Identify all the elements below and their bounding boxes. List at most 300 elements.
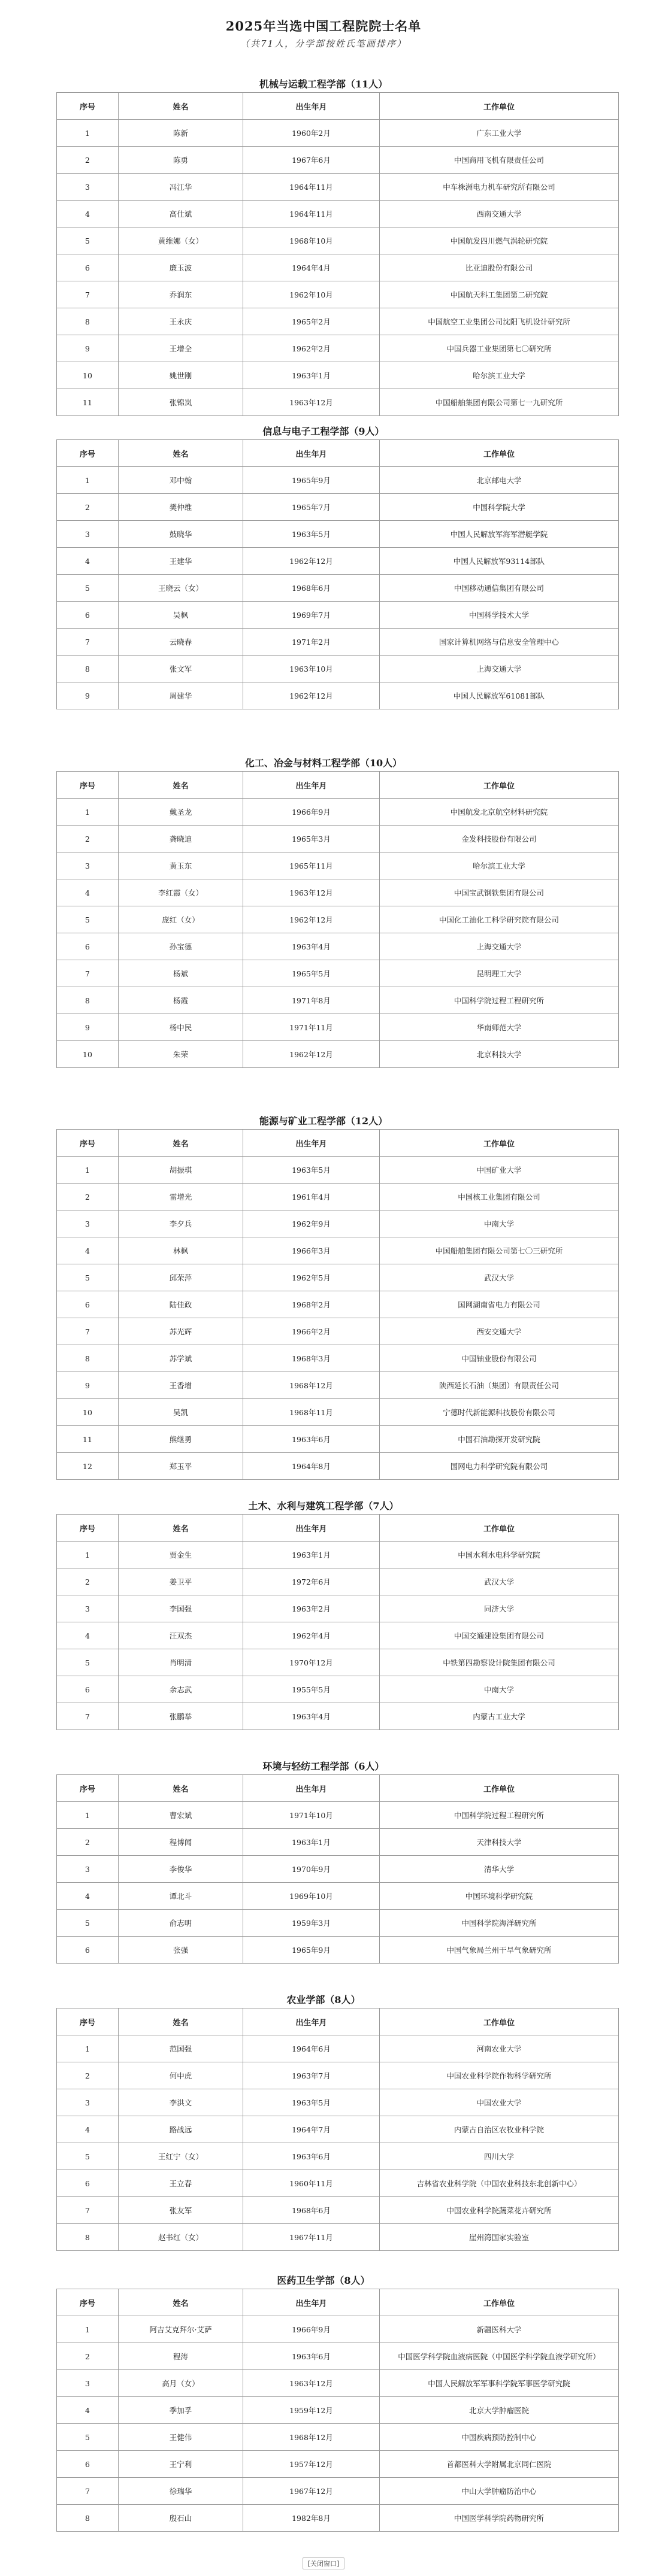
cell-index: 1 bbox=[57, 1157, 119, 1184]
column-header-name: 姓名 bbox=[119, 440, 243, 467]
cell-birth: 1969年10月 bbox=[243, 1883, 380, 1910]
cell-index: 8 bbox=[57, 308, 119, 335]
cell-index: 6 bbox=[57, 1937, 119, 1964]
cell-name: 郑玉平 bbox=[119, 1453, 243, 1480]
section-title: 能源与矿业工程学部（12人） bbox=[259, 1115, 388, 1127]
cell-name: 李红霞（女） bbox=[119, 879, 243, 906]
cell-organization: 北京科技大学 bbox=[380, 1041, 619, 1068]
cell-name: 陈新 bbox=[119, 120, 243, 147]
table-row bbox=[57, 2370, 619, 2397]
cell-birth: 1963年12月 bbox=[243, 389, 380, 416]
cell-birth: 1963年1月 bbox=[243, 362, 380, 389]
cell-index: 9 bbox=[57, 682, 119, 709]
cell-birth: 1963年4月 bbox=[243, 1703, 380, 1730]
cell-organization: 国网电力科学研究院有限公司 bbox=[380, 1453, 619, 1480]
cell-index: 3 bbox=[57, 1856, 119, 1883]
cell-birth: 1965年5月 bbox=[243, 960, 380, 987]
cell-index: 6 bbox=[57, 254, 119, 281]
cell-name: 鼓晓华 bbox=[119, 521, 243, 548]
cell-index: 4 bbox=[57, 1883, 119, 1910]
table-row bbox=[57, 2116, 619, 2143]
table-row bbox=[57, 602, 619, 629]
cell-organization: 中国铀业股份有限公司 bbox=[380, 1345, 619, 1372]
table-row bbox=[57, 1542, 619, 1568]
column-header-name: 姓名 bbox=[119, 1775, 243, 1802]
column-header-index: 序号 bbox=[57, 2289, 119, 2316]
cell-birth: 1963年6月 bbox=[243, 1426, 380, 1453]
roster-table bbox=[56, 2008, 619, 2251]
cell-birth: 1967年11月 bbox=[243, 2224, 380, 2251]
cell-name: 李国强 bbox=[119, 1595, 243, 1622]
roster-table bbox=[56, 771, 619, 1068]
table-row bbox=[57, 1676, 619, 1703]
cell-index: 7 bbox=[57, 1318, 119, 1345]
table-row bbox=[57, 201, 619, 227]
cell-name: 王宁利 bbox=[119, 2451, 243, 2478]
column-header-birth: 出生年月 bbox=[243, 1515, 380, 1542]
table-row bbox=[57, 852, 619, 879]
cell-name: 张锦岚 bbox=[119, 389, 243, 416]
column-header-name: 姓名 bbox=[119, 1515, 243, 1542]
cell-organization: 比亚迪股份有限公司 bbox=[380, 254, 619, 281]
table-row bbox=[57, 1014, 619, 1041]
cell-index: 10 bbox=[57, 1041, 119, 1068]
cell-index: 8 bbox=[57, 2224, 119, 2251]
cell-index: 2 bbox=[57, 826, 119, 852]
section-title: 化工、冶金与材料工程学部（10人） bbox=[244, 757, 403, 769]
cell-index: 6 bbox=[57, 2451, 119, 2478]
cell-index: 1 bbox=[57, 799, 119, 826]
cell-organization: 中国水利水电科学研究院 bbox=[380, 1542, 619, 1568]
cell-organization: 崖州湾国家实验室 bbox=[380, 2224, 619, 2251]
cell-birth: 1966年9月 bbox=[243, 799, 380, 826]
cell-organization: 金发科技股份有限公司 bbox=[380, 826, 619, 852]
cell-index: 3 bbox=[57, 174, 119, 201]
cell-index: 2 bbox=[57, 1829, 119, 1856]
cell-name: 季加孚 bbox=[119, 2397, 243, 2424]
column-header-index: 序号 bbox=[57, 440, 119, 467]
column-header-name: 姓名 bbox=[119, 93, 243, 120]
cell-organization: 中车株洲电力机车研究所有限公司 bbox=[380, 174, 619, 201]
cell-birth: 1968年10月 bbox=[243, 227, 380, 254]
cell-index: 4 bbox=[57, 879, 119, 906]
cell-birth: 1970年9月 bbox=[243, 1856, 380, 1883]
cell-organization: 华南师范大学 bbox=[380, 1014, 619, 1041]
table-row bbox=[57, 2062, 619, 2089]
cell-organization: 天津科技大学 bbox=[380, 1829, 619, 1856]
document-subtitle: （共71人，分学部按姓氏笔画排序） bbox=[240, 38, 407, 49]
cell-name: 张文军 bbox=[119, 656, 243, 682]
cell-name: 龚晓迪 bbox=[119, 826, 243, 852]
cell-index: 3 bbox=[57, 1595, 119, 1622]
cell-organization: 中国化工油化工科学研究院有限公司 bbox=[380, 906, 619, 933]
cell-birth: 1982年8月 bbox=[243, 2505, 380, 2532]
cell-name: 曹宏斌 bbox=[119, 1802, 243, 1829]
cell-birth: 1968年6月 bbox=[243, 575, 380, 602]
cell-name: 杨霞 bbox=[119, 987, 243, 1014]
cell-index: 12 bbox=[57, 1453, 119, 1480]
cell-organization: 河南农业大学 bbox=[380, 2035, 619, 2062]
cell-name: 张强 bbox=[119, 1937, 243, 1964]
cell-index: 2 bbox=[57, 2062, 119, 2089]
column-header-birth: 出生年月 bbox=[243, 2008, 380, 2035]
cell-birth: 1964年11月 bbox=[243, 174, 380, 201]
cell-birth: 1962年12月 bbox=[243, 548, 380, 575]
table-row bbox=[57, 1372, 619, 1399]
cell-name: 周建华 bbox=[119, 682, 243, 709]
cell-name: 林枫 bbox=[119, 1237, 243, 1264]
cell-birth: 1966年2月 bbox=[243, 1318, 380, 1345]
column-header-name: 姓名 bbox=[119, 1130, 243, 1157]
table-row bbox=[57, 1157, 619, 1184]
table-row bbox=[57, 1318, 619, 1345]
cell-name: 戴圣龙 bbox=[119, 799, 243, 826]
cell-birth: 1964年6月 bbox=[243, 2035, 380, 2062]
column-header-organization: 工作单位 bbox=[380, 2289, 619, 2316]
table-row bbox=[57, 879, 619, 906]
cell-organization: 中国医学科学院血液病医院（中国医学科学院血液学研究所） bbox=[380, 2343, 619, 2370]
table-header-row bbox=[57, 2289, 619, 2316]
cell-index: 5 bbox=[57, 2143, 119, 2170]
section-title: 机械与运载工程学部（11人） bbox=[259, 78, 388, 90]
cell-organization: 中国环境科学研究院 bbox=[380, 1883, 619, 1910]
table-row bbox=[57, 389, 619, 416]
cell-organization: 北京邮电大学 bbox=[380, 467, 619, 494]
cell-birth: 1965年9月 bbox=[243, 467, 380, 494]
cell-name: 黄玉东 bbox=[119, 852, 243, 879]
cell-index: 6 bbox=[57, 933, 119, 960]
cell-name: 杨中民 bbox=[119, 1014, 243, 1041]
cell-organization: 中国石油勘探开发研究院 bbox=[380, 1426, 619, 1453]
table-row bbox=[57, 1856, 619, 1883]
column-header-birth: 出生年月 bbox=[243, 93, 380, 120]
table-row bbox=[57, 1568, 619, 1595]
cell-organization: 国家计算机网络与信息安全管理中心 bbox=[380, 629, 619, 656]
table-row bbox=[57, 2397, 619, 2424]
cell-name: 黄维娜（女） bbox=[119, 227, 243, 254]
cell-organization: 国网湖南省电力有限公司 bbox=[380, 1291, 619, 1318]
cell-name: 阿吉艾克拜尔·艾萨 bbox=[119, 2316, 243, 2343]
cell-index: 4 bbox=[57, 1237, 119, 1264]
cell-organization: 西南交通大学 bbox=[380, 201, 619, 227]
cell-index: 1 bbox=[57, 2316, 119, 2343]
cell-index: 1 bbox=[57, 120, 119, 147]
cell-name: 王健伟 bbox=[119, 2424, 243, 2451]
cell-birth: 1968年12月 bbox=[243, 2424, 380, 2451]
section-title: 医药卫生学部（8人） bbox=[277, 2275, 370, 2286]
cell-name: 程涛 bbox=[119, 2343, 243, 2370]
cell-birth: 1963年4月 bbox=[243, 933, 380, 960]
cell-index: 1 bbox=[57, 1542, 119, 1568]
cell-birth: 1957年12月 bbox=[243, 2451, 380, 2478]
cell-organization: 中国航发北京航空材料研究院 bbox=[380, 799, 619, 826]
cell-organization: 同济大学 bbox=[380, 1595, 619, 1622]
cell-index: 5 bbox=[57, 906, 119, 933]
cell-birth: 1963年6月 bbox=[243, 2343, 380, 2370]
column-header-organization: 工作单位 bbox=[380, 2008, 619, 2035]
cell-name: 陈勇 bbox=[119, 147, 243, 174]
cell-birth: 1968年2月 bbox=[243, 1291, 380, 1318]
cell-organization: 清华大学 bbox=[380, 1856, 619, 1883]
column-header-name: 姓名 bbox=[119, 2289, 243, 2316]
cell-name: 李夕兵 bbox=[119, 1210, 243, 1237]
column-header-organization: 工作单位 bbox=[380, 772, 619, 799]
cell-index: 2 bbox=[57, 1184, 119, 1210]
cell-organization: 哈尔滨工业大学 bbox=[380, 362, 619, 389]
column-header-organization: 工作单位 bbox=[380, 1775, 619, 1802]
column-header-name: 姓名 bbox=[119, 2008, 243, 2035]
column-header-index: 序号 bbox=[57, 1775, 119, 1802]
cell-organization: 中国科学院过程工程研究所 bbox=[380, 987, 619, 1014]
cell-name: 苏学斌 bbox=[119, 1345, 243, 1372]
table-row bbox=[57, 987, 619, 1014]
cell-name: 熊继勇 bbox=[119, 1426, 243, 1453]
cell-name: 贾金生 bbox=[119, 1542, 243, 1568]
table-row bbox=[57, 120, 619, 147]
cell-birth: 1971年10月 bbox=[243, 1802, 380, 1829]
cell-index: 10 bbox=[57, 1399, 119, 1426]
table-row bbox=[57, 1264, 619, 1291]
cell-index: 4 bbox=[57, 201, 119, 227]
cell-organization: 中国兵器工业集团第七〇研究所 bbox=[380, 335, 619, 362]
cell-organization: 中国农业科学院作物科学研究所 bbox=[380, 2062, 619, 2089]
cell-index: 10 bbox=[57, 362, 119, 389]
cell-birth: 1963年12月 bbox=[243, 879, 380, 906]
cell-index: 5 bbox=[57, 1649, 119, 1676]
cell-index: 2 bbox=[57, 1568, 119, 1595]
cell-organization: 四川大学 bbox=[380, 2143, 619, 2170]
cell-name: 吴枫 bbox=[119, 602, 243, 629]
cell-organization: 中南大学 bbox=[380, 1210, 619, 1237]
cell-index: 9 bbox=[57, 335, 119, 362]
table-header-row bbox=[57, 2008, 619, 2035]
cell-birth: 1962年4月 bbox=[243, 1622, 380, 1649]
close-window-link[interactable]: [关闭窗口] bbox=[303, 2557, 345, 2569]
cell-organization: 广东工业大学 bbox=[380, 120, 619, 147]
table-row bbox=[57, 174, 619, 201]
cell-birth: 1965年7月 bbox=[243, 494, 380, 521]
cell-birth: 1968年11月 bbox=[243, 1399, 380, 1426]
table-row bbox=[57, 147, 619, 174]
cell-index: 7 bbox=[57, 2197, 119, 2224]
cell-birth: 1965年2月 bbox=[243, 308, 380, 335]
cell-index: 5 bbox=[57, 1264, 119, 1291]
table-row bbox=[57, 1649, 619, 1676]
cell-organization: 中国移动通信集团有限公司 bbox=[380, 575, 619, 602]
cell-birth: 1963年2月 bbox=[243, 1595, 380, 1622]
table-header-row bbox=[57, 1130, 619, 1157]
cell-name: 邱荣萍 bbox=[119, 1264, 243, 1291]
cell-organization: 中国宝武钢铁集团有限公司 bbox=[380, 879, 619, 906]
column-header-organization: 工作单位 bbox=[380, 440, 619, 467]
cell-organization: 中国商用飞机有限责任公司 bbox=[380, 147, 619, 174]
cell-index: 2 bbox=[57, 494, 119, 521]
cell-birth: 1965年11月 bbox=[243, 852, 380, 879]
table-row bbox=[57, 1210, 619, 1237]
cell-name: 王增全 bbox=[119, 335, 243, 362]
cell-index: 7 bbox=[57, 2478, 119, 2505]
cell-name: 高月（女） bbox=[119, 2370, 243, 2397]
cell-organization: 中国人民解放军海军潜艇学院 bbox=[380, 521, 619, 548]
cell-name: 胡振琪 bbox=[119, 1157, 243, 1184]
roster-table bbox=[56, 2289, 619, 2532]
cell-birth: 1967年6月 bbox=[243, 147, 380, 174]
cell-birth: 1962年2月 bbox=[243, 335, 380, 362]
table-header-row bbox=[57, 1775, 619, 1802]
cell-organization: 中国船舶集团有限公司第七一九研究所 bbox=[380, 389, 619, 416]
column-header-birth: 出生年月 bbox=[243, 440, 380, 467]
table-row bbox=[57, 2170, 619, 2197]
roster-table bbox=[56, 1129, 619, 1480]
cell-index: 7 bbox=[57, 1703, 119, 1730]
cell-index: 8 bbox=[57, 2505, 119, 2532]
section-title: 土木、水利与建筑工程学部（7人） bbox=[248, 1500, 399, 1512]
cell-birth: 1962年10月 bbox=[243, 281, 380, 308]
cell-birth: 1959年3月 bbox=[243, 1910, 380, 1937]
cell-organization: 中国农业大学 bbox=[380, 2089, 619, 2116]
cell-index: 1 bbox=[57, 2035, 119, 2062]
cell-birth: 1968年12月 bbox=[243, 1372, 380, 1399]
cell-birth: 1964年7月 bbox=[243, 2116, 380, 2143]
cell-index: 4 bbox=[57, 2116, 119, 2143]
column-header-birth: 出生年月 bbox=[243, 1775, 380, 1802]
table-row bbox=[57, 1291, 619, 1318]
cell-organization: 上海交通大学 bbox=[380, 656, 619, 682]
cell-name: 苏光辉 bbox=[119, 1318, 243, 1345]
cell-organization: 哈尔滨工业大学 bbox=[380, 852, 619, 879]
table-header-row bbox=[57, 93, 619, 120]
cell-index: 8 bbox=[57, 987, 119, 1014]
cell-name: 李俊华 bbox=[119, 1856, 243, 1883]
footer bbox=[0, 2557, 647, 2569]
cell-index: 3 bbox=[57, 1210, 119, 1237]
column-header-index: 序号 bbox=[57, 2008, 119, 2035]
table-header-row bbox=[57, 1515, 619, 1542]
table-row bbox=[57, 281, 619, 308]
table-row bbox=[57, 2343, 619, 2370]
cell-index: 1 bbox=[57, 1802, 119, 1829]
table-row bbox=[57, 2143, 619, 2170]
cell-name: 陆佳政 bbox=[119, 1291, 243, 1318]
cell-birth: 1963年5月 bbox=[243, 1157, 380, 1184]
column-header-organization: 工作单位 bbox=[380, 93, 619, 120]
table-row bbox=[57, 1703, 619, 1730]
cell-name: 庞红（女） bbox=[119, 906, 243, 933]
cell-birth: 1963年10月 bbox=[243, 656, 380, 682]
table-row bbox=[57, 906, 619, 933]
table-row bbox=[57, 2224, 619, 2251]
cell-index: 3 bbox=[57, 521, 119, 548]
cell-organization: 中国科学院海洋研究所 bbox=[380, 1910, 619, 1937]
table-row bbox=[57, 2505, 619, 2532]
cell-index: 11 bbox=[57, 389, 119, 416]
cell-index: 9 bbox=[57, 1014, 119, 1041]
cell-organization: 中南大学 bbox=[380, 1676, 619, 1703]
cell-name: 俞志明 bbox=[119, 1910, 243, 1937]
document-title: 2025年当选中国工程院院士名单 bbox=[225, 19, 422, 34]
cell-name: 王永庆 bbox=[119, 308, 243, 335]
table-row bbox=[57, 1802, 619, 1829]
cell-birth: 1963年5月 bbox=[243, 2089, 380, 2116]
cell-index: 3 bbox=[57, 2089, 119, 2116]
cell-name: 汪双杰 bbox=[119, 1622, 243, 1649]
cell-organization: 中国科学院大学 bbox=[380, 494, 619, 521]
column-header-birth: 出生年月 bbox=[243, 772, 380, 799]
cell-name: 程博闻 bbox=[119, 1829, 243, 1856]
cell-name: 孙宝德 bbox=[119, 933, 243, 960]
column-header-organization: 工作单位 bbox=[380, 1130, 619, 1157]
cell-name: 余志武 bbox=[119, 1676, 243, 1703]
cell-organization: 中国航空工业集团公司沈阳飞机设计研究所 bbox=[380, 308, 619, 335]
column-header-birth: 出生年月 bbox=[243, 1130, 380, 1157]
cell-index: 8 bbox=[57, 1345, 119, 1372]
cell-name: 赵书红（女） bbox=[119, 2224, 243, 2251]
cell-organization: 中国航天科工集团第二研究院 bbox=[380, 281, 619, 308]
table-row bbox=[57, 629, 619, 656]
cell-name: 吴凯 bbox=[119, 1399, 243, 1426]
cell-organization: 武汉大学 bbox=[380, 1568, 619, 1595]
cell-birth: 1972年6月 bbox=[243, 1568, 380, 1595]
table-row bbox=[57, 2035, 619, 2062]
column-header-index: 序号 bbox=[57, 1515, 119, 1542]
cell-organization: 陕西延长石油（集团）有限责任公司 bbox=[380, 1372, 619, 1399]
cell-index: 5 bbox=[57, 575, 119, 602]
table-row bbox=[57, 575, 619, 602]
cell-organization: 中国交通建设集团有限公司 bbox=[380, 1622, 619, 1649]
cell-birth: 1960年2月 bbox=[243, 120, 380, 147]
cell-name: 路战远 bbox=[119, 2116, 243, 2143]
cell-name: 谭北斗 bbox=[119, 1883, 243, 1910]
cell-organization: 中铁第四勘察设计院集团有限公司 bbox=[380, 1649, 619, 1676]
cell-index: 2 bbox=[57, 147, 119, 174]
roster-table bbox=[56, 92, 619, 416]
cell-birth: 1968年3月 bbox=[243, 1345, 380, 1372]
section-title: 环境与轻纺工程学部（6人） bbox=[262, 1761, 385, 1772]
cell-name: 杨斌 bbox=[119, 960, 243, 987]
cell-birth: 1964年11月 bbox=[243, 201, 380, 227]
cell-index: 7 bbox=[57, 629, 119, 656]
cell-name: 范国强 bbox=[119, 2035, 243, 2062]
cell-birth: 1964年8月 bbox=[243, 1453, 380, 1480]
cell-name: 王红宁（女） bbox=[119, 2143, 243, 2170]
table-row bbox=[57, 548, 619, 575]
cell-name: 王立春 bbox=[119, 2170, 243, 2197]
cell-organization: 昆明理工大学 bbox=[380, 960, 619, 987]
cell-organization: 中国人民解放军军事科学院军事医学研究院 bbox=[380, 2370, 619, 2397]
cell-organization: 中国船舶集团有限公司第七〇三研究所 bbox=[380, 1237, 619, 1264]
cell-name: 王香增 bbox=[119, 1372, 243, 1399]
table-row bbox=[57, 1237, 619, 1264]
cell-birth: 1970年12月 bbox=[243, 1649, 380, 1676]
cell-index: 2 bbox=[57, 2343, 119, 2370]
cell-index: 1 bbox=[57, 467, 119, 494]
table-row bbox=[57, 1426, 619, 1453]
cell-index: 4 bbox=[57, 548, 119, 575]
column-header-index: 序号 bbox=[57, 1130, 119, 1157]
cell-organization: 内蒙古工业大学 bbox=[380, 1703, 619, 1730]
cell-organization: 中国气象局兰州干旱气象研究所 bbox=[380, 1937, 619, 1964]
cell-organization: 上海交通大学 bbox=[380, 933, 619, 960]
table-header-row bbox=[57, 440, 619, 467]
cell-birth: 1962年12月 bbox=[243, 1041, 380, 1068]
table-row bbox=[57, 2478, 619, 2505]
table-row bbox=[57, 227, 619, 254]
cell-birth: 1961年4月 bbox=[243, 1184, 380, 1210]
cell-organization: 中国航发四川燃气涡轮研究院 bbox=[380, 227, 619, 254]
cell-name: 朱荣 bbox=[119, 1041, 243, 1068]
roster-table bbox=[56, 1514, 619, 1730]
cell-organization: 中国核工业集团有限公司 bbox=[380, 1184, 619, 1210]
